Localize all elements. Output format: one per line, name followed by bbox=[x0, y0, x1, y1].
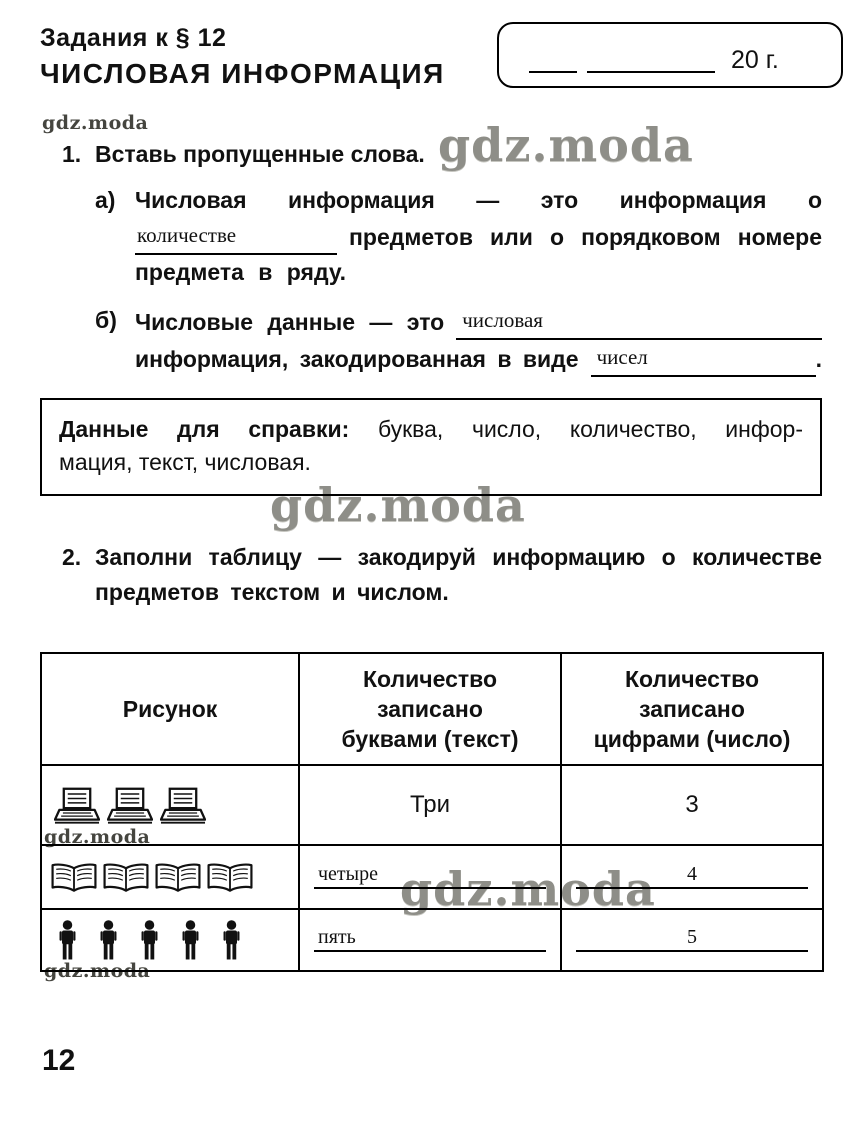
person-icon bbox=[140, 920, 159, 960]
section-title: Задания к § 12 bbox=[40, 24, 227, 52]
reference-box bbox=[40, 398, 822, 496]
watermark-small-3: gdz.moda bbox=[44, 960, 151, 982]
task-1-title: Вставь пропущенные слова. bbox=[95, 141, 425, 167]
date-blank-long[interactable] bbox=[587, 49, 715, 73]
person-icon bbox=[58, 920, 77, 960]
text-cell-row2 bbox=[299, 845, 561, 909]
page-heading: ЧИСЛОВАЯ ИНФОРМАЦИЯ bbox=[40, 58, 445, 89]
watermark-large-2: gdz.moda bbox=[270, 478, 526, 532]
watermark-small-1: gdz.moda bbox=[42, 112, 149, 134]
item-a-line2: предметов или о порядковом номере bbox=[349, 224, 822, 250]
book-icon bbox=[206, 862, 254, 893]
item-b-period: . bbox=[815, 346, 822, 372]
task-2-line1: Заполни таблицу — закодируй информацию о количестве bbox=[95, 544, 822, 570]
table-header-picture: Рисунок bbox=[41, 653, 299, 765]
item-b-answer-blank-2[interactable]: чисел bbox=[591, 340, 816, 377]
table-row bbox=[41, 765, 823, 845]
item-b-label: б) bbox=[95, 307, 117, 333]
watermark-large-1: gdz.moda bbox=[438, 118, 694, 172]
answer-blank-number-row3[interactable]: 5 bbox=[576, 922, 808, 952]
watermark-large-3: gdz.moda bbox=[400, 862, 656, 916]
number-cell-row1: 3 bbox=[561, 765, 823, 845]
item-a-label: а) bbox=[95, 187, 116, 213]
task-2-number: 2. bbox=[62, 544, 82, 570]
page-number: 12 bbox=[42, 1044, 76, 1077]
task-2 bbox=[40, 540, 822, 610]
computer-icon bbox=[54, 787, 100, 824]
text-cell-row3 bbox=[299, 909, 561, 971]
answer-blank-text-row2[interactable]: четыре bbox=[314, 859, 546, 889]
table-row bbox=[41, 909, 823, 971]
header bbox=[40, 24, 445, 90]
answer-blank-number-row2[interactable]: 4 bbox=[576, 859, 808, 889]
computer-icon bbox=[160, 787, 206, 824]
task-1-item-b bbox=[40, 303, 822, 377]
reference-words-line1: буква, число, количество, инфор- bbox=[377, 416, 804, 442]
task-2-line2: предметов текстом и числом. bbox=[95, 579, 449, 605]
person-icon bbox=[181, 920, 200, 960]
date-blank-short[interactable] bbox=[529, 49, 577, 73]
picture-cell-computers bbox=[41, 765, 299, 845]
book-icon bbox=[50, 862, 98, 893]
item-a-line3: предмета в ряду. bbox=[135, 259, 347, 285]
item-a-line1: Числовая информация — это информация о bbox=[135, 187, 822, 213]
number-cell-row3 bbox=[561, 909, 823, 971]
answer-blank-text-row3[interactable]: пять bbox=[314, 922, 546, 952]
book-icon bbox=[154, 862, 202, 893]
date-year-suffix: 20 г. bbox=[731, 46, 779, 74]
item-b-line2: информация, закодированная в виде bbox=[135, 346, 579, 372]
picture-cell-people bbox=[41, 909, 299, 971]
quantity-table bbox=[40, 652, 824, 972]
person-icon bbox=[99, 920, 118, 960]
picture-cell-books bbox=[41, 845, 299, 909]
task-1-item-a bbox=[40, 183, 822, 290]
book-icon bbox=[102, 862, 150, 893]
reference-words-line2: мация, текст, числовая. bbox=[59, 449, 311, 475]
task-1-number: 1. bbox=[62, 141, 82, 167]
item-b-intro: Числовые данные — это bbox=[135, 309, 445, 335]
watermark-small-2: gdz.moda bbox=[44, 826, 151, 848]
table-header-text: Количество записано буквами (текст) bbox=[299, 653, 561, 765]
reference-title: Данные для справки: bbox=[59, 416, 350, 442]
text-cell-row1: Три bbox=[299, 765, 561, 845]
table-header-number: Количество записано цифрами (число) bbox=[561, 653, 823, 765]
table-row bbox=[41, 845, 823, 909]
date-box bbox=[497, 22, 843, 88]
item-a-answer-blank[interactable]: количестве bbox=[135, 218, 337, 255]
item-b-answer-blank-1[interactable]: числовая bbox=[456, 303, 822, 340]
computer-icon bbox=[107, 787, 153, 824]
number-cell-row2 bbox=[561, 845, 823, 909]
person-icon bbox=[222, 920, 241, 960]
task-1 bbox=[40, 138, 822, 377]
